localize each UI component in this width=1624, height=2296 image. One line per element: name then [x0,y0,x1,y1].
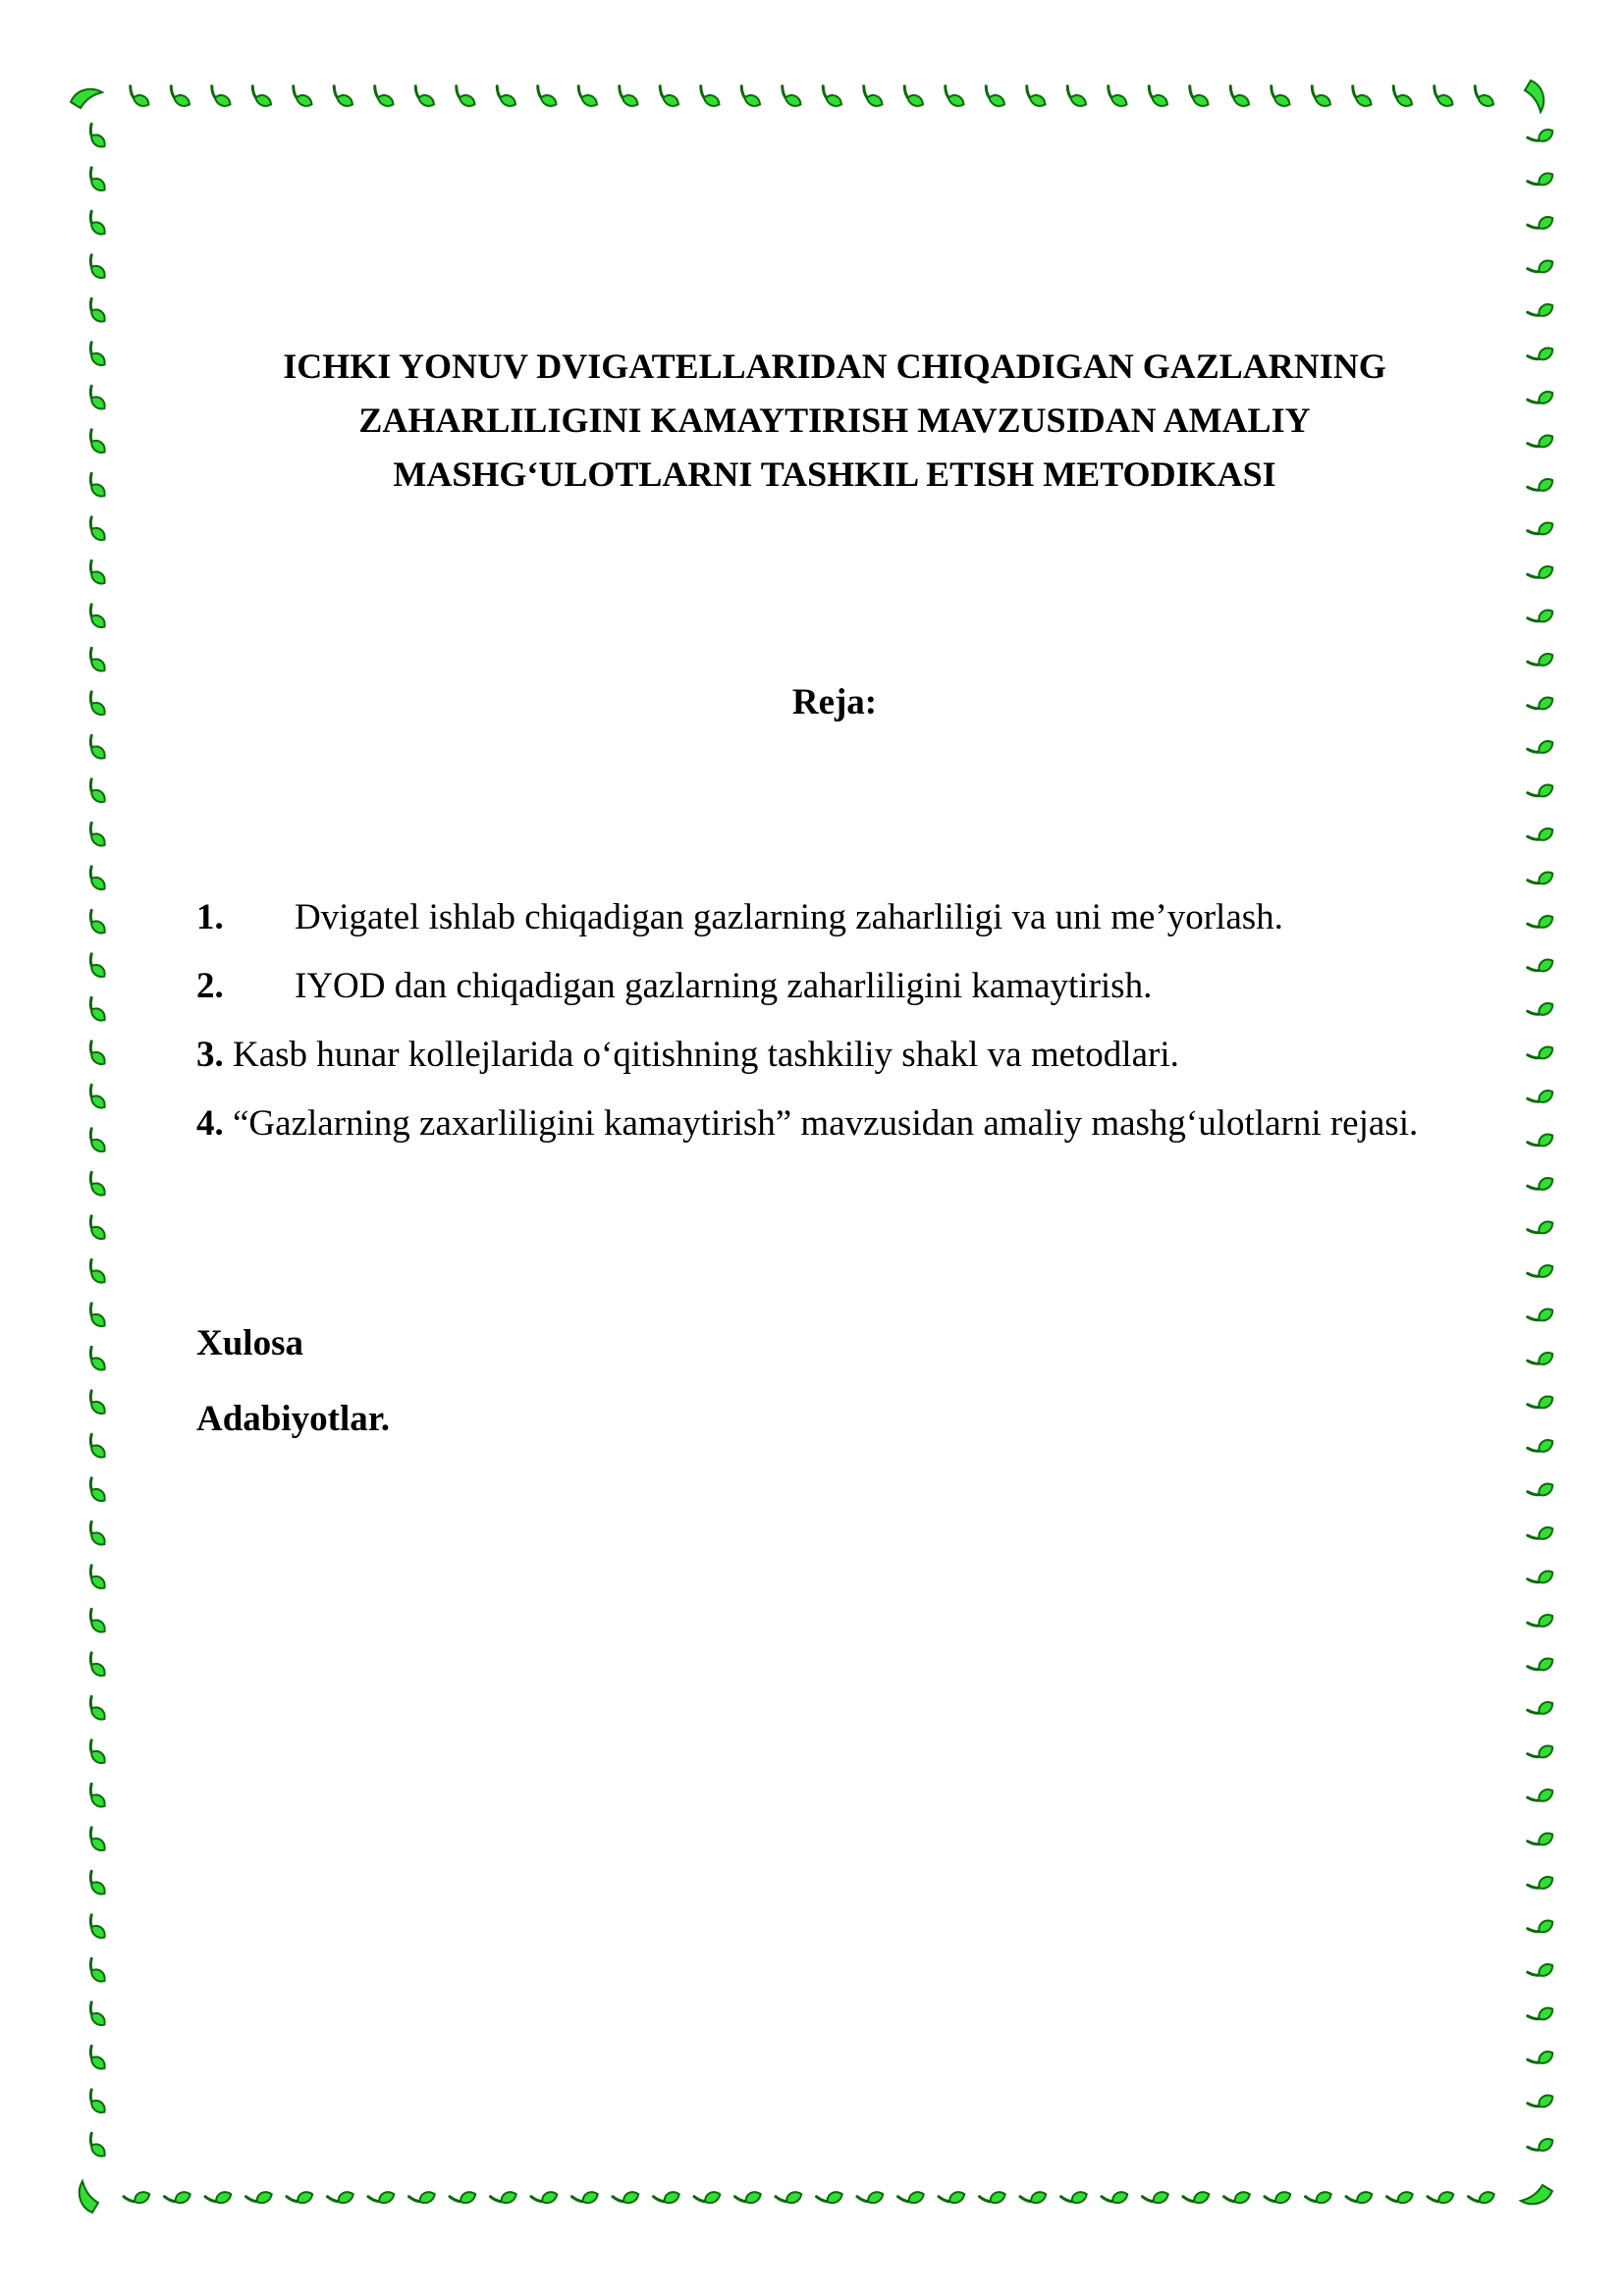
leaf-ornament [1020,2185,1048,2210]
leaf-ornament [408,2185,436,2210]
leaf-ornament [696,86,724,108]
plan-item-number: 3. [196,1035,224,1075]
leaf-ornament [83,735,111,761]
leaf-ornament [83,298,111,324]
plan-item-text: Kasb hunar kollejlarida o‘qitishning tashkiliy shakl va metodlari. [223,1035,1179,1075]
leaf-ornament [327,2185,354,2210]
leaf-ornament [1528,996,1555,1023]
leaf-ornament [1528,1564,1555,1590]
leaf-ornament [83,1828,111,1853]
leaf-ornament [83,124,111,149]
leaf-ornament [1528,1084,1555,1110]
leaf-ornament [83,1347,111,1372]
leaf-ornament [1528,341,1555,367]
leaf-ornament [778,86,805,108]
leaf-ornament [1528,952,1555,979]
leaf-ornament [736,86,764,108]
leaf-ornament [1528,1171,1555,1198]
leaf-ornament [83,1653,111,1679]
leaf-ornament [205,2185,233,2210]
leaf-ornament [83,779,111,805]
plan-item-1 [196,883,1478,952]
leaf-ornament [1528,777,1555,804]
leaf-ornament [83,1391,111,1416]
title-line-1: ICHKI YONUV DVIGATELLARIDAN CHIQADIGAN GAZLARNING [283,347,1386,386]
leaf-ornament [1468,2185,1495,2210]
leaf-ornament [1528,472,1555,499]
leaf-ornament [1528,1608,1555,1634]
leaf-ornament [1528,1433,1555,1460]
leaf-ornament [1225,86,1253,108]
leaf-ornament [83,517,111,543]
leaf-ornament [1528,1870,1555,1896]
leaf-ornament [83,343,111,368]
plan-list [196,883,1478,1158]
leaf-ornament [653,2185,680,2210]
leaf-ornament [83,1566,111,1591]
leaf-ornament [1528,2132,1555,2159]
leaf-ornament [83,2002,111,2028]
leaf-ornament [166,86,193,108]
leaf-ornament [83,1871,111,1896]
leaf-ornament [1528,1957,1555,1984]
leaf-ornament [83,561,111,586]
leaf-ornament [1430,86,1457,108]
leaf-ornament [1528,1651,1555,1678]
leaf-ornament [981,86,1008,108]
leaf-ornament [1528,647,1555,673]
leaf-ornament [83,473,111,499]
leaf-ornament [164,2185,191,2210]
leaf-ornament [83,1784,111,1809]
leaf-ornament [83,823,111,848]
leaf-ornament [1388,86,1416,108]
leaf-ornament [1346,2185,1374,2210]
leaf-ornament [1528,1783,1555,1809]
leaf-ornament [1528,515,1555,542]
leaf-ornament [126,86,153,108]
leaf-ornament [1528,2088,1555,2114]
plan-item-number: 1. [196,897,224,937]
plan-item-2 [196,952,1478,1021]
leaf-ornament [83,1259,111,1285]
leaf-ornament [897,2185,925,2210]
plan-item-text: Dvigatel ishlab chiqadigan gazlarning zaharliligi va uni me’yorlash. [295,897,1283,937]
leaf-ornament [1528,1127,1555,1153]
leaf-ornament [1528,560,1555,586]
leaf-ornament [83,648,111,673]
leaf-ornament [83,1172,111,1198]
leaf-ornament [1528,690,1555,717]
leaf-ornament [941,86,968,108]
leaf-ornament [1528,1826,1555,1852]
leaf-ornament [694,2185,722,2210]
leaf-ornament [83,1041,111,1067]
title-line-3: MASHG‘ULOTLARNI TASHKIL ETISH METODIKASI [393,454,1276,494]
document-title [177,340,1492,502]
leaf-ornament [492,86,519,108]
conclusion-heading: Xulosa [196,1323,303,1363]
leaf-ornament [1528,428,1555,454]
leaf-ornament [1183,2185,1211,2210]
leaf-ornament [615,86,642,108]
leaf-ornament [859,86,887,108]
leaf-ornament [1528,734,1555,761]
leaf-ornament [83,386,111,411]
leaf-ornament [83,954,111,980]
leaf-ornament [247,86,275,108]
leaf-ornament [1528,1521,1555,1547]
plan-item-number: 2. [196,966,224,1006]
leaf-ornament [939,2185,966,2210]
leaf-ornament [1528,253,1555,280]
leaf-ornament [124,2185,151,2210]
leaf-ornament [83,1958,111,1984]
leaf-ornament [1528,909,1555,935]
leaf-ornament [1528,297,1555,324]
leaf-ornament [83,1915,111,1941]
leaf-ornament [818,86,845,108]
leaf-ornament [83,692,111,718]
leaf-ornament [1104,86,1131,108]
corner-ribbon-ornament [71,89,102,108]
plan-item-4 [196,1090,1478,1158]
leaf-ornament [1428,2185,1455,2210]
corner-ribbon-ornament [80,2181,98,2213]
leaf-ornament [776,2185,803,2210]
leaf-ornament [531,2185,559,2210]
leaf-ornament [1528,385,1555,411]
leaf-ornament [83,1129,111,1154]
leaf-ornament [1144,86,1171,108]
plan-item-text: IYOD dan chiqadigan gazlarning zaharliligini kamaytirish. [295,966,1153,1006]
leaf-ornament [979,2185,1006,2210]
leaf-ornament [83,430,111,455]
leaf-ornament [370,86,398,108]
leaf-ornament [83,1304,111,1329]
leaf-ornament [1528,1913,1555,1940]
leaf-ornament [368,2185,396,2210]
leaf-ornament [83,255,111,281]
leaf-ornament [1528,1695,1555,1722]
leaf-ornament [329,86,356,108]
leaf-ornament [1528,1476,1555,1503]
leaf-ornament [1528,1389,1555,1415]
leaf-ornament [83,211,111,237]
leaf-ornament [1528,1738,1555,1765]
leaf-ornament [1528,2045,1555,2071]
leaf-ornament [1348,86,1376,108]
leaf-ornament [1528,822,1555,848]
leaf-ornament [452,86,479,108]
leaf-ornament [1528,2001,1555,2027]
leaf-ornament [1307,86,1334,108]
leaf-ornament [1142,2185,1169,2210]
leaf-ornament [816,2185,843,2210]
leaf-ornament [1528,1302,1555,1328]
leaf-ornament [83,1609,111,1634]
leaf-ornament [1470,86,1497,108]
plan-item-text: “Gazlarning zaxarliligini kamaytirish” mavzusidan amaliy mashg‘ulotlarni rejasi. [223,1103,1419,1144]
leaf-ornament [533,86,561,108]
leaf-ornament [1528,1346,1555,1372]
leaf-ornament [287,2185,314,2210]
leaf-ornament [83,1522,111,1547]
leaf-ornament [899,86,927,108]
leaf-ornament [573,86,601,108]
leaf-ornament [1267,86,1294,108]
leaf-ornament [83,605,111,630]
leaf-ornament [1528,166,1555,192]
leaf-ornament [1528,1214,1555,1241]
leaf-ornament [571,2185,599,2210]
leaf-ornament [83,168,111,193]
references-heading: Adabiyotlar. [196,1399,391,1439]
leaf-ornament [450,2185,477,2210]
leaf-ornament [410,86,438,108]
leaf-ornament [1223,2185,1251,2210]
leaf-ornament [289,86,316,108]
corner-ribbon-ornament [1525,80,1543,112]
leaf-ornament [83,2133,111,2159]
document-ending [196,1306,390,1457]
leaf-ornament [857,2185,885,2210]
leaf-ornament [1528,210,1555,237]
plan-heading: Reja: [791,682,878,722]
title-line-2: ZAHARLILIGINI KAMAYTIRISH MAVZUSIDAN AMALIY [358,400,1311,440]
leaf-ornament [83,2090,111,2115]
leaf-ornament [83,1478,111,1504]
plan-item-number: 4. [196,1103,224,1144]
leaf-ornament [734,2185,762,2210]
leaf-ornament [1528,123,1555,149]
leaf-ornament [83,1696,111,1722]
leaf-ornament [1062,86,1090,108]
leaf-ornament [83,1434,111,1460]
leaf-ornament [83,910,111,935]
leaf-ornament [245,2185,273,2210]
leaf-ornament [83,1740,111,1766]
leaf-ornament [613,2185,640,2210]
leaf-ornament [1060,2185,1088,2210]
leaf-ornament [83,997,111,1023]
corner-ribbon-ornament [1521,2185,1552,2204]
leaf-ornament [1305,2185,1332,2210]
leaf-ornament [83,867,111,892]
leaf-ornament [1528,1040,1555,1066]
leaf-ornament [83,2046,111,2071]
leaf-ornament [207,86,235,108]
leaf-ornament [1102,2185,1129,2210]
leaf-ornament [1265,2185,1292,2210]
leaf-ornament [1386,2185,1414,2210]
leaf-ornament [1528,865,1555,891]
leaf-ornament [83,1216,111,1242]
plan-item-3 [196,1021,1478,1090]
leaf-ornament [1528,603,1555,629]
leaf-ornament [1185,86,1213,108]
leaf-ornament [1022,86,1050,108]
leaf-ornament [655,86,682,108]
leaf-ornament [490,2185,517,2210]
leaf-ornament [83,1085,111,1110]
leaf-ornament [1528,1258,1555,1285]
